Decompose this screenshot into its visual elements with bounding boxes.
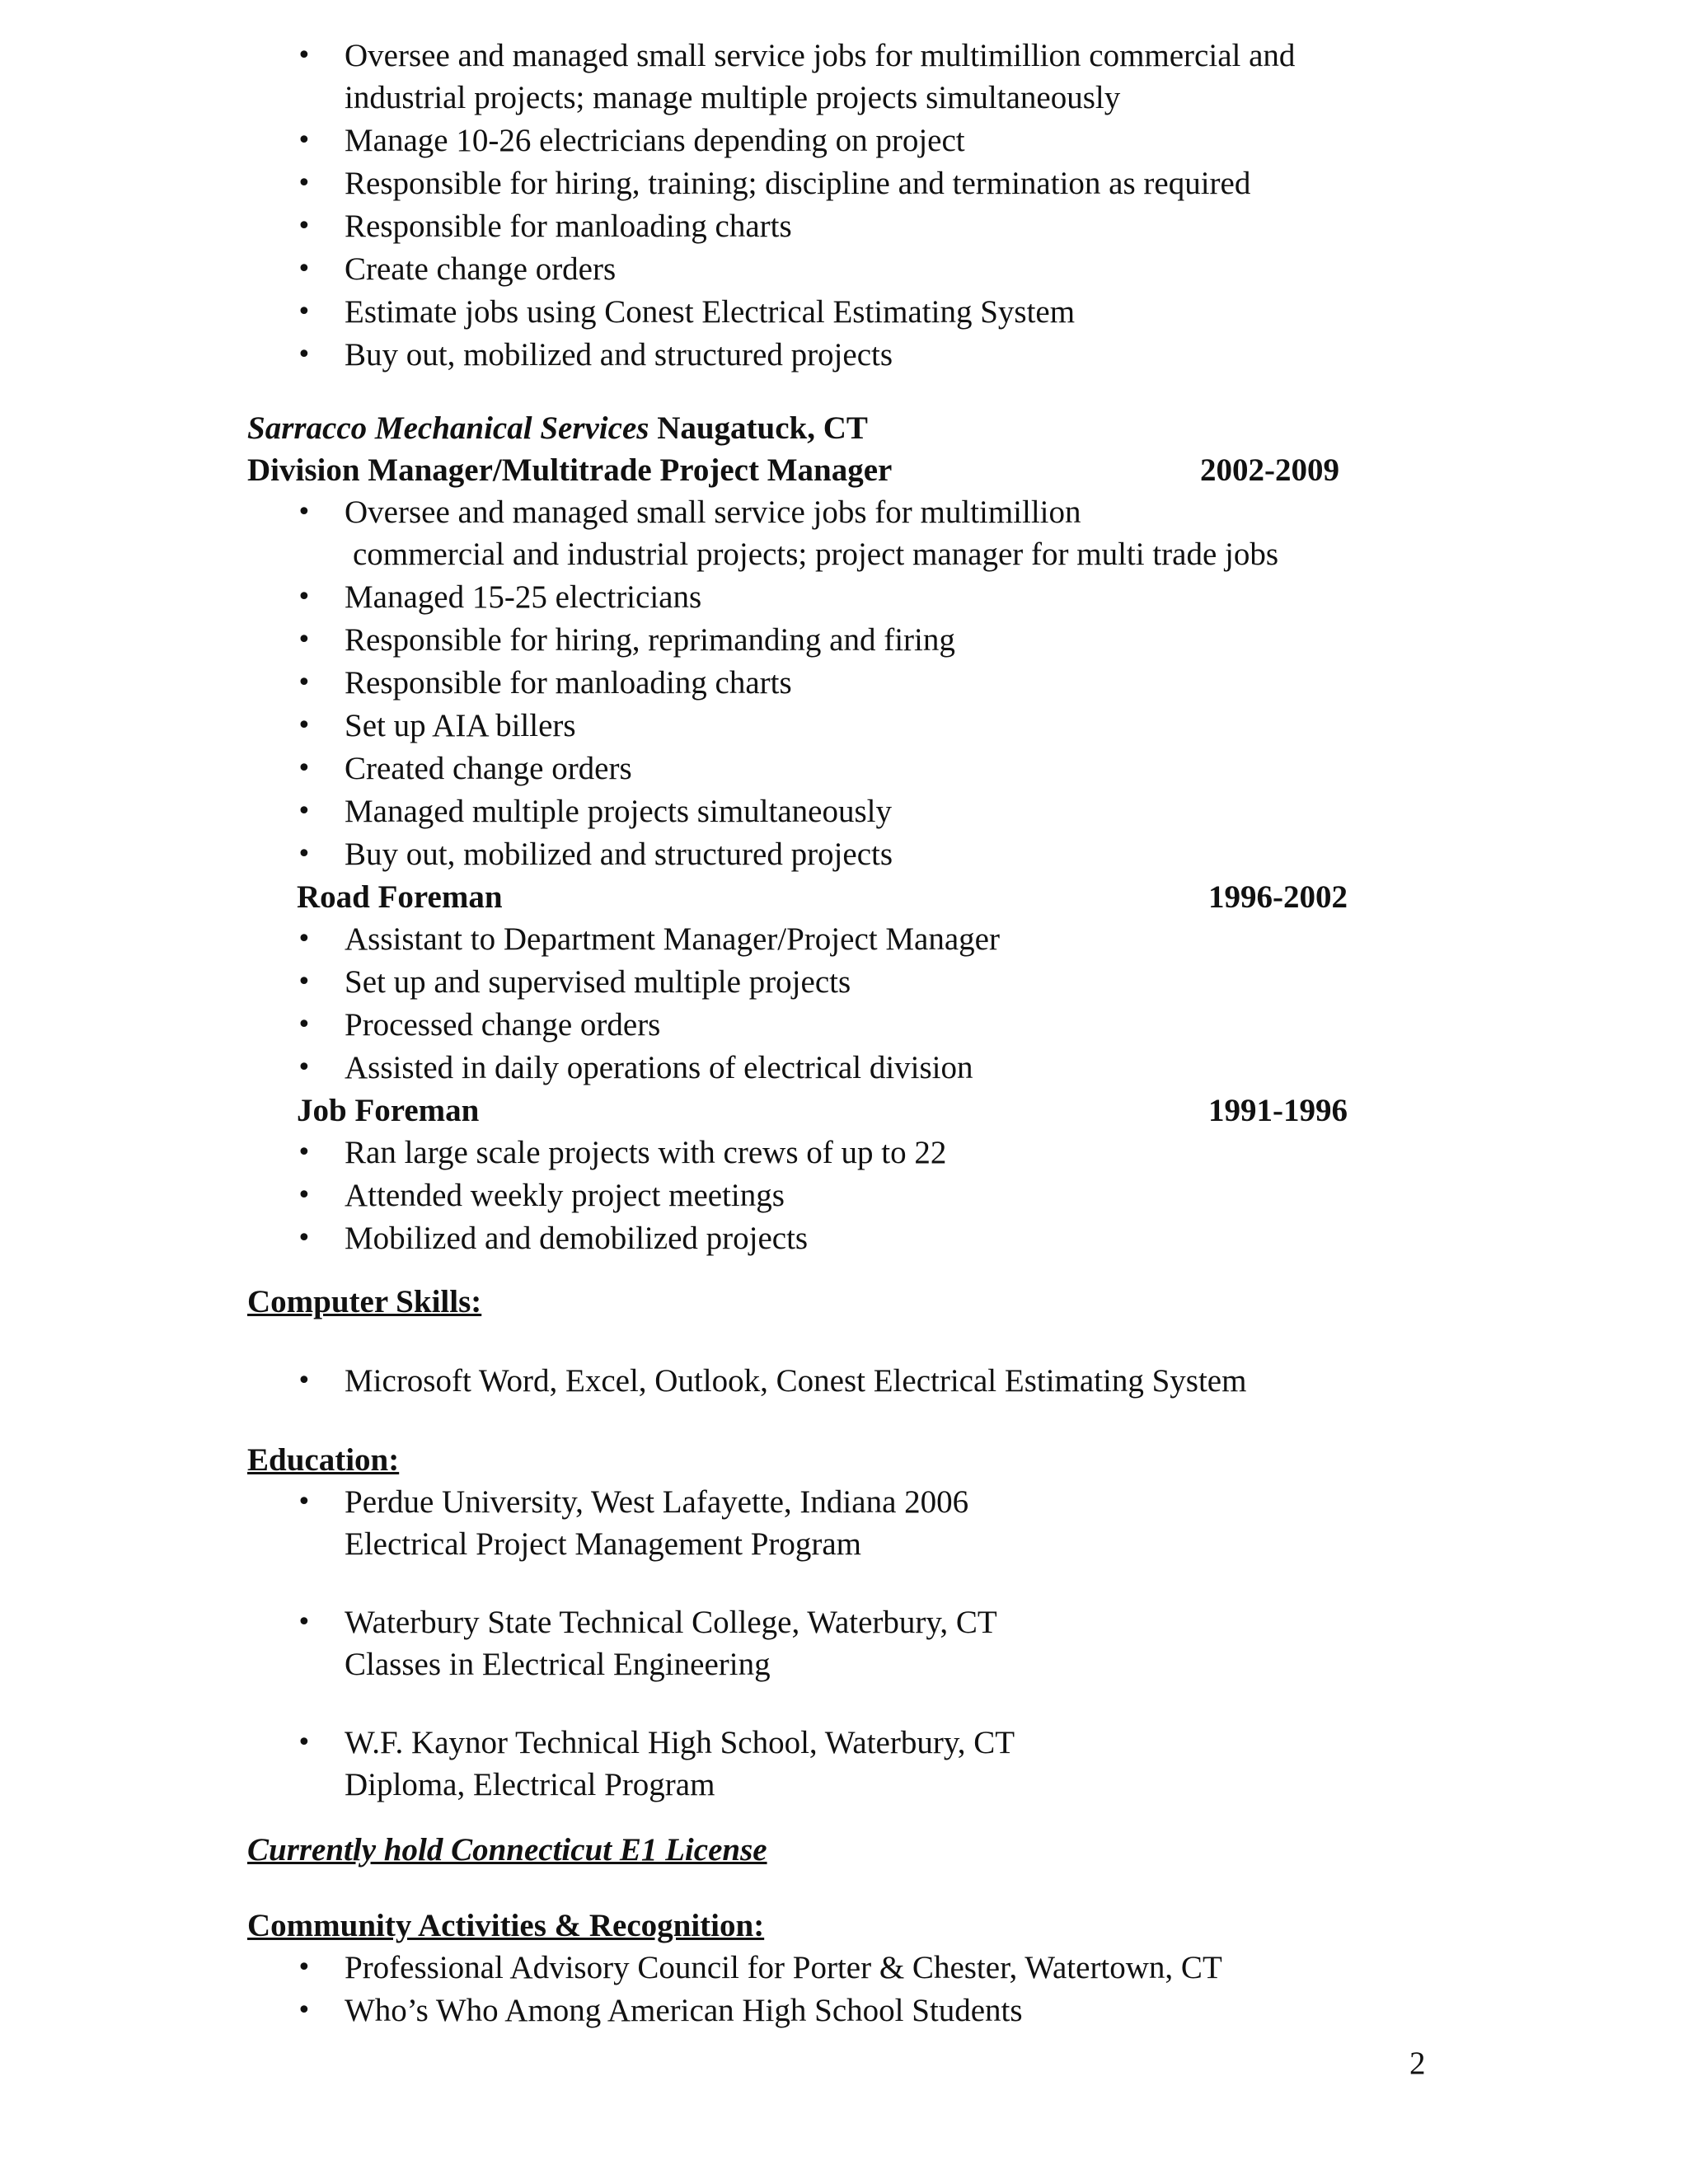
role-title: Job Foreman	[297, 1093, 480, 1128]
bullet-icon: •	[297, 1224, 312, 1253]
list-item: • Set up and supervised multiple projects	[297, 961, 1401, 1003]
bullet-icon: •	[297, 41, 312, 70]
bullet-icon: •	[297, 498, 312, 527]
bullet-icon: •	[297, 126, 312, 155]
bullet-icon: •	[297, 968, 312, 996]
bullet-icon: •	[297, 1608, 312, 1637]
bullet-icon: •	[297, 298, 312, 326]
list-item: • Responsible for manloading charts	[297, 662, 1401, 704]
bullet-icon: •	[297, 340, 312, 369]
list-item: • Processed change orders	[297, 1004, 1401, 1046]
bullet-icon: •	[297, 583, 312, 612]
bullet-icon: •	[297, 1996, 312, 2025]
list-item: • Assisted in daily operations of electrical division	[297, 1047, 1401, 1089]
community-list	[297, 1947, 1401, 2032]
bullet-icon: •	[297, 169, 312, 198]
list-item: • Set up AIA billers	[297, 705, 1401, 747]
role-title: Road Foreman	[297, 879, 503, 915]
list-item: • Microsoft Word, Excel, Outlook, Conest Electrical Estimating System	[297, 1360, 1401, 1402]
list-item: • Waterbury State Technical College, Waterbury, CT Classes in Electrical Engineering	[297, 1601, 1401, 1685]
list-item: • Mobilized and demobilized projects	[297, 1217, 1401, 1259]
list-item: • Oversee and managed small service jobs for multimillion commercial and industrial projects; project manager for multi trade jobs	[297, 491, 1401, 575]
education-section	[0, 1439, 1688, 1807]
list-item: • W.F. Kaynor Technical High School, Waterbury, CT Diploma, Electrical Program	[297, 1722, 1401, 1806]
road-foreman-bullet-list	[297, 918, 1401, 1089]
community-heading: Community Activities & Recognition:	[247, 1908, 765, 1943]
sarracco-section	[0, 407, 1688, 1260]
bullet-icon: •	[297, 255, 312, 284]
bullet-icon: •	[297, 1010, 312, 1039]
community-section	[0, 1905, 1688, 2032]
list-item: • Buy out, mobilized and structured projects	[297, 334, 1401, 376]
list-item: • Created change orders	[297, 748, 1401, 790]
bullet-icon: •	[297, 1728, 312, 1757]
job-foreman-bullet-list	[297, 1132, 1401, 1259]
bullet-icon: •	[297, 1488, 312, 1516]
bullet-icon: •	[297, 626, 312, 654]
previous-job-section	[0, 35, 1688, 377]
list-item: • Responsible for hiring, reprimanding and firing	[297, 619, 1401, 661]
bullet-icon: •	[297, 1953, 312, 1982]
company-name: Sarracco Mechanical Services	[247, 410, 649, 446]
bullet-icon: •	[297, 1366, 312, 1395]
bullet-icon: •	[297, 668, 312, 697]
list-item: • Manage 10-26 electricians depending on project	[297, 120, 1401, 162]
bullet-icon: •	[297, 711, 312, 740]
division-manager-bullet-list	[297, 491, 1401, 875]
bullet-icon: •	[297, 754, 312, 783]
computer-skills-heading: Computer Skills:	[247, 1284, 482, 1319]
computer-skills-section	[0, 1281, 1688, 1403]
bullet-icon: •	[297, 1053, 312, 1082]
list-item: • Assistant to Department Manager/Project Manager	[297, 918, 1401, 960]
page-number: 2	[1409, 2046, 1426, 2081]
list-item: • Managed 15-25 electricians	[297, 576, 1401, 618]
bullet-icon: •	[297, 1181, 312, 1210]
list-item: • Responsible for manloading charts	[297, 205, 1401, 247]
list-item: • Estimate jobs using Conest Electrical Estimating System	[297, 291, 1401, 333]
bullet-icon: •	[297, 840, 312, 869]
company-heading	[247, 407, 1688, 449]
role-row-job-foreman	[0, 1090, 1688, 1132]
education-list	[297, 1481, 1401, 1806]
list-item: • Responsible for hiring, training; discipline and termination as required	[297, 162, 1401, 204]
list-item: • Perdue University, West Lafayette, Indiana 2006 Electrical Project Management Program	[297, 1481, 1401, 1565]
license-heading: Currently hold Connecticut E1 License	[247, 1832, 767, 1868]
role-title: Division Manager/Multitrade Project Manager	[247, 452, 893, 488]
bullet-icon: •	[297, 925, 312, 954]
role-years: 1991-1996	[1208, 1093, 1348, 1128]
list-item: • Oversee and managed small service jobs for multimillion commercial and industrial projects; manage multiple projects simultaneously	[297, 35, 1401, 119]
bullet-icon: •	[297, 212, 312, 241]
bullet-icon: •	[297, 1138, 312, 1167]
list-item: • Managed multiple projects simultaneously	[297, 790, 1401, 832]
bullet-icon: •	[297, 797, 312, 826]
list-item: • Create change orders	[297, 248, 1401, 290]
previous-job-bullet-list	[297, 35, 1401, 376]
license-section	[0, 1829, 1688, 1871]
education-heading: Education:	[247, 1442, 400, 1478]
role-years: 2002-2009	[1200, 452, 1339, 488]
list-item: • Ran large scale projects with crews of up to 22	[297, 1132, 1401, 1174]
company-location: Naugatuck, CT	[649, 410, 868, 446]
list-item: • Attended weekly project meetings	[297, 1174, 1401, 1216]
role-years: 1996-2002	[1208, 879, 1348, 915]
list-item: • Professional Advisory Council for Porter & Chester, Watertown, CT	[297, 1947, 1401, 1989]
list-item: • Who’s Who Among American High School Students	[297, 1990, 1401, 2032]
list-item: • Buy out, mobilized and structured projects	[297, 833, 1401, 875]
role-row-road-foreman	[0, 876, 1688, 918]
role-row-division-manager	[0, 449, 1688, 491]
computer-skills-list	[297, 1360, 1401, 1402]
